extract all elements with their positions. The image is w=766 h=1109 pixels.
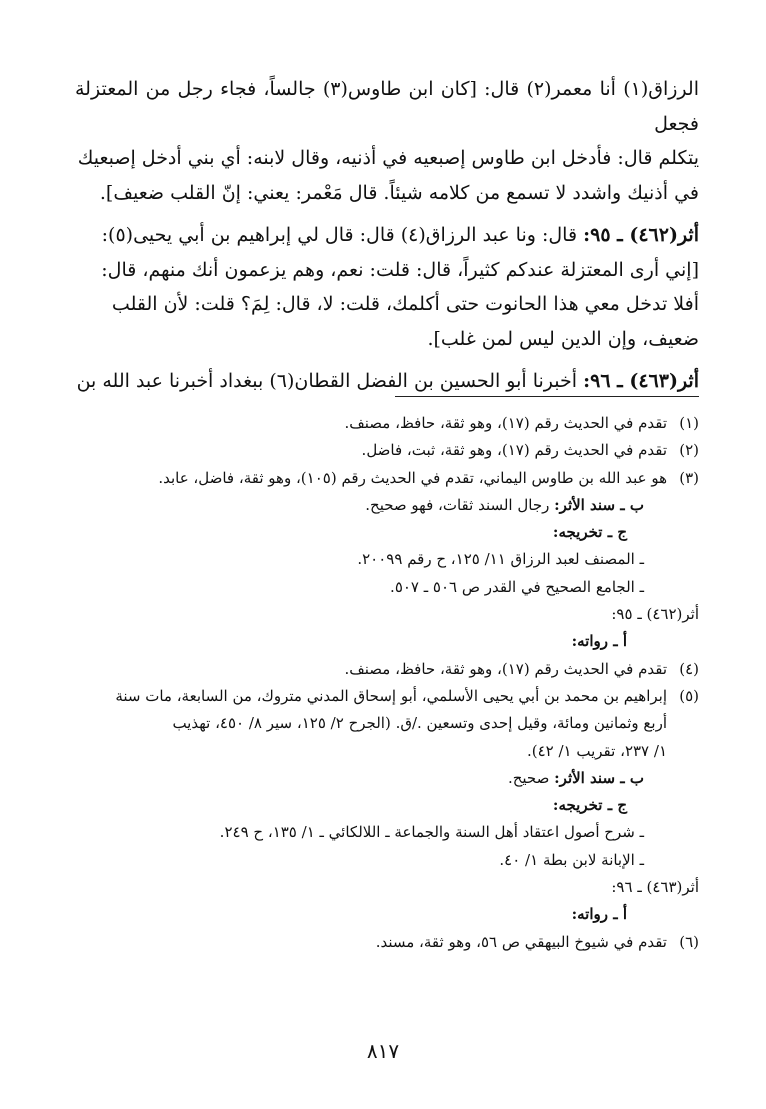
footnote-number: (٥)	[679, 686, 699, 705]
section-label: أ ـ رواته:	[571, 632, 627, 651]
footnote-number: (٦)	[679, 932, 699, 951]
athar-heading: أثر(٤٦٣) ـ ٩٦:	[583, 370, 699, 392]
footnote-line	[75, 492, 699, 519]
paragraph-1	[75, 72, 699, 210]
text-line: أخبرنا أبو الحسين بن الفضل القطان(٦) ببغداد أخبرنا عبد الله بن	[76, 370, 584, 392]
text-line: ضعيف، وإن الدين ليس لمن غلب].	[427, 327, 699, 350]
footnote-text: تقدم في شيوخ البيهقي ص ٥٦، وهو ثقة، مسند.	[375, 932, 667, 951]
source-line: ـ الإبانة لابن بطة ١/ ٤٠.	[499, 850, 644, 869]
footnote-4	[75, 656, 699, 683]
paragraph-2	[75, 218, 699, 356]
footnote-5	[75, 683, 699, 710]
text-line: في أذنيك واشدد لا تسمع من كلامه شيئاً. قال مَعْمر: يعني: إنّ القلب ضعيف].	[99, 181, 699, 204]
athar-reference: أثر(٤٦٢) ـ ٩٥:	[611, 605, 699, 624]
footnote-6	[75, 929, 699, 956]
source-line: ـ المصنف لعبد الرزاق ١١/ ١٢٥، ح رقم ٢٠٠٩٩.	[357, 550, 644, 569]
footnote-number: (١)	[679, 414, 699, 432]
page-number: ٨١٧	[366, 1039, 400, 1063]
footnote-text: تقدم في الحديث رقم (١٧)، وهو ثقة، حافظ، مصنف.	[344, 659, 667, 678]
text-line: قال: ونا عبد الرزاق(٤) قال: قال لي إبراهيم بن أبي يحيى(٥):	[101, 224, 584, 246]
footnote-text: صحيح.	[507, 768, 555, 787]
footnote-1	[75, 410, 699, 437]
footnote-text: تقدم في الحديث رقم (١٧)، وهو ثقة، ثبت، فاضل.	[361, 441, 667, 460]
section-label: ب ـ سند الأثر:	[554, 495, 644, 514]
footnote-text: رجال السند ثقات، فهو صحيح.	[365, 495, 555, 514]
footnote-line	[75, 765, 699, 792]
paragraph-3	[75, 364, 699, 399]
footnote-text: إبراهيم بن محمد بن أبي يحيى الأسلمي، أبو إسحاق المدني متروك، من السابعة، مات سنة	[115, 686, 667, 705]
text-line: أفلا تدخل معي هذا الحانوت حتى أكلمك، قلت: لا، قال: لِمَ؟ قلت: لأن القلب	[111, 293, 699, 315]
footnote-number: (٣)	[679, 468, 699, 487]
footnote-number: (٤)	[679, 659, 699, 678]
section-label: أ ـ رواته:	[571, 905, 627, 924]
source-line: ـ شرح أصول اعتقاد أهل السنة والجماعة ـ اللالكائي ـ ١/ ١٣٥، ح ٢٤٩.	[219, 823, 644, 842]
footnote-continuation: أربع وثمانين ومائة، وقيل إحدى وتسعين ./ق. (الجرح ٢/ ١٢٥، سير ٨/ ٤٥٠، تهذيب	[172, 714, 667, 733]
text-line: [إني أرى المعتزلة عندكم كثيراً، قال: قلت: نعم، وهم يزعمون أنك منهم، قال:	[101, 258, 699, 281]
footnote-3	[75, 465, 699, 492]
main-text	[75, 72, 699, 399]
footnote-2	[75, 437, 699, 464]
footnote-continuation: ١/ ٢٣٧، تقريب ١/ ٤٢).	[526, 741, 667, 760]
section-label: ج ـ تخريجه:	[552, 796, 627, 815]
footnote-divider	[395, 396, 699, 397]
text-line: يتكلم قال: فأدخل ابن طاوس إصبعيه في أذنيه، وقال لابنه: أي بني أدخل إصبعيك	[77, 147, 699, 169]
athar-reference: أثر(٤٦٣) ـ ٩٦:	[611, 878, 699, 897]
footnotes	[75, 410, 699, 956]
text-line: الرزاق(١) أنا معمر(٢) قال: [كان ابن طاوس(٣) جالساً، فجاء رجل من المعتزلة فجعل	[75, 78, 699, 135]
source-line: ـ الجامع الصحيح في القدر ص ٥٠٦ ـ ٥٠٧.	[390, 577, 644, 596]
section-label: ب ـ سند الأثر:	[554, 768, 644, 787]
footnote-number: (٢)	[679, 441, 699, 460]
section-label: ج ـ تخريجه:	[552, 523, 627, 542]
footnote-text: هو عبد الله بن طاوس اليماني، تقدم في الحديث رقم (١٠٥)، وهو ثقة، فاضل، عابد.	[158, 468, 667, 487]
footnote-text: تقدم في الحديث رقم (١٧)، وهو ثقة، حافظ، مصنف.	[344, 414, 667, 432]
athar-heading: أثر(٤٦٢) ـ ٩٥:	[583, 224, 699, 246]
